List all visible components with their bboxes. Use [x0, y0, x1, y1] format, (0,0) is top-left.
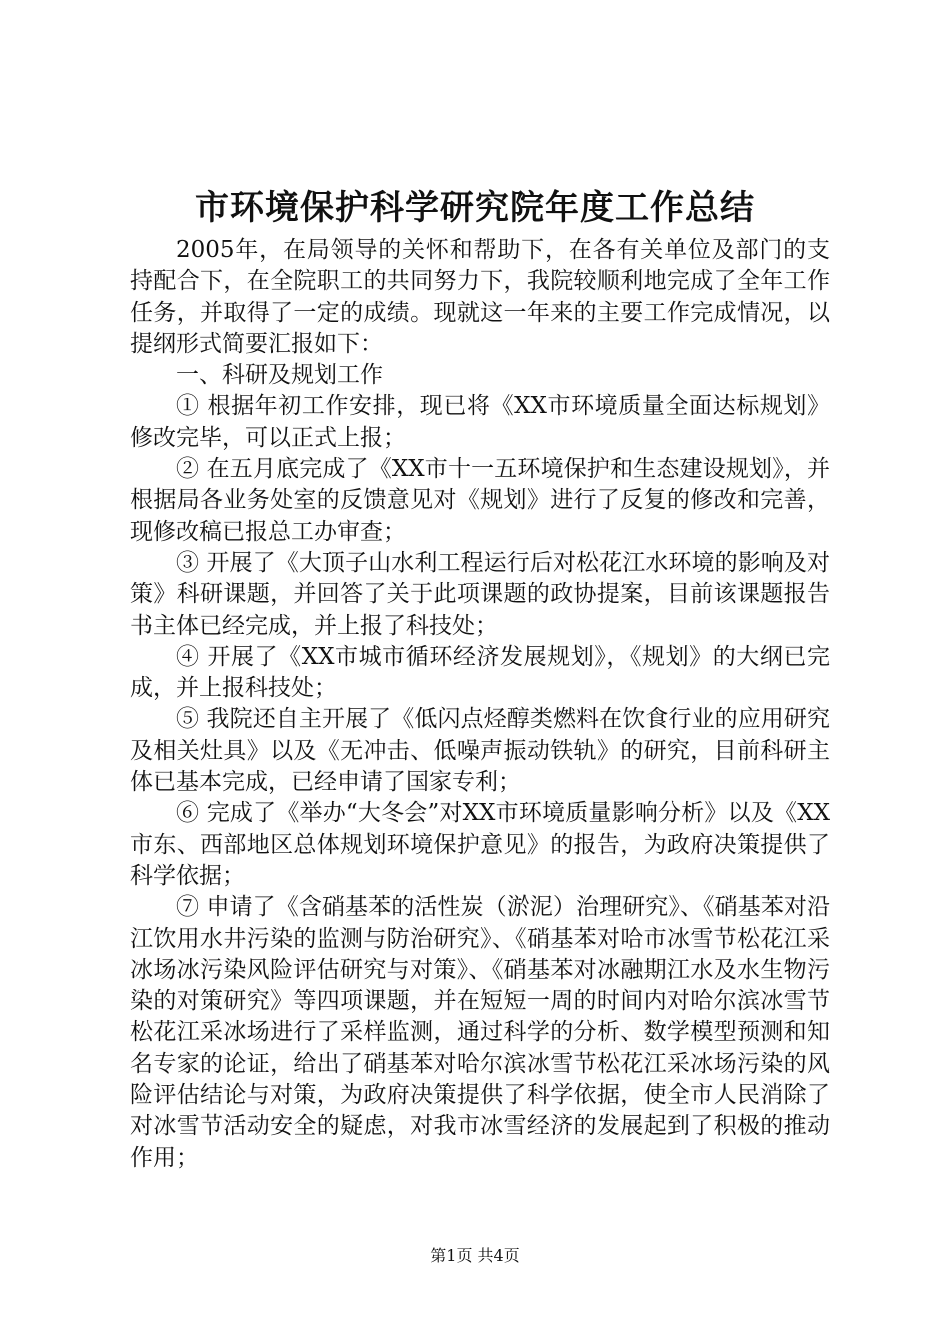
list-item-5: ⑤ 我院还自主开展了《低闪点烃醇类燃料在饮食行业的应用研究及相关灶具》以及《无冲击、低噪声振动铁轨》的研究，目前科研主体已基本完成，已经申请了国家专利；: [130, 706, 830, 796]
list-item-2: ② 在五月底完成了《XX市十一五环境保护和生态建设规划》，并根据局各业务处室的反馈意见对《规划》进行了反复的修改和完善，现修改稿已报总工办审查；: [130, 456, 830, 545]
list-item-6: ⑥ 完成了《举办“大冬会”对XX市环境质量影响分析》以及《XX市东、西部地区总体规划环境保护意见》的报告，为政府决策提供了科学依据；: [130, 800, 830, 889]
document-title: 市环境保护科学研究院年度工作总结: [195, 188, 755, 228]
list-item-7: ⑦ 申请了《含硝基苯的活性炭（淤泥）治理研究》、《硝基苯对沿江饮用水井污染的监测与防治研究》、《硝基苯对哈市冰雪节松花江采冰场冰污染风险评估研究与对策》、《硝基苯对冰融期江水及水生物污染的对策研究》等四项课题，并在短短一周的时间内对哈尔滨冰雪节松花江采冰场进行了采样监测，通过科学的分析、数学模型预测和知名专家的论证，给出了硝基苯对哈尔滨冰雪节松花江采冰场污染的风险评估结论与对策，为政府决策提供了科学依据，使全市人民消除了对冰雪节活动安全的疑虑，对我市冰雪经济的发展起到了积极的推动作用；: [130, 894, 830, 1171]
list-item-1: ① 根据年初工作安排，现已将《XX市环境质量全面达标规划》修改完毕，可以正式上报；: [130, 393, 830, 451]
section-heading: 一、科研及规划工作: [176, 362, 383, 389]
list-item-3: ③ 开展了《大顶子山水利工程运行后对松花江水环境的影响及对策》科研课题，并回答了关于此项课题的政协提案，目前该课题报告书主体已经完成，并上报了科技处；: [130, 549, 830, 639]
list-item-4: ④ 开展了《XX市城市循环经济发展规划》，《规划》的大纲已完成，并上报科技处；: [130, 643, 830, 702]
intro-paragraph: 2005年，在局领导的关怀和帮助下，在各有关单位及部门的支持配合下，在全院职工的共同努力下，我院较顺利地完成了全年工作任务，并取得了一定的成绩。现就这一年来的主要工作完成情况，以提纲形式简要汇报如下：: [130, 237, 830, 357]
page-number-footer: 第1页 共4页: [430, 1246, 520, 1265]
document-body: [130, 235, 830, 1174]
